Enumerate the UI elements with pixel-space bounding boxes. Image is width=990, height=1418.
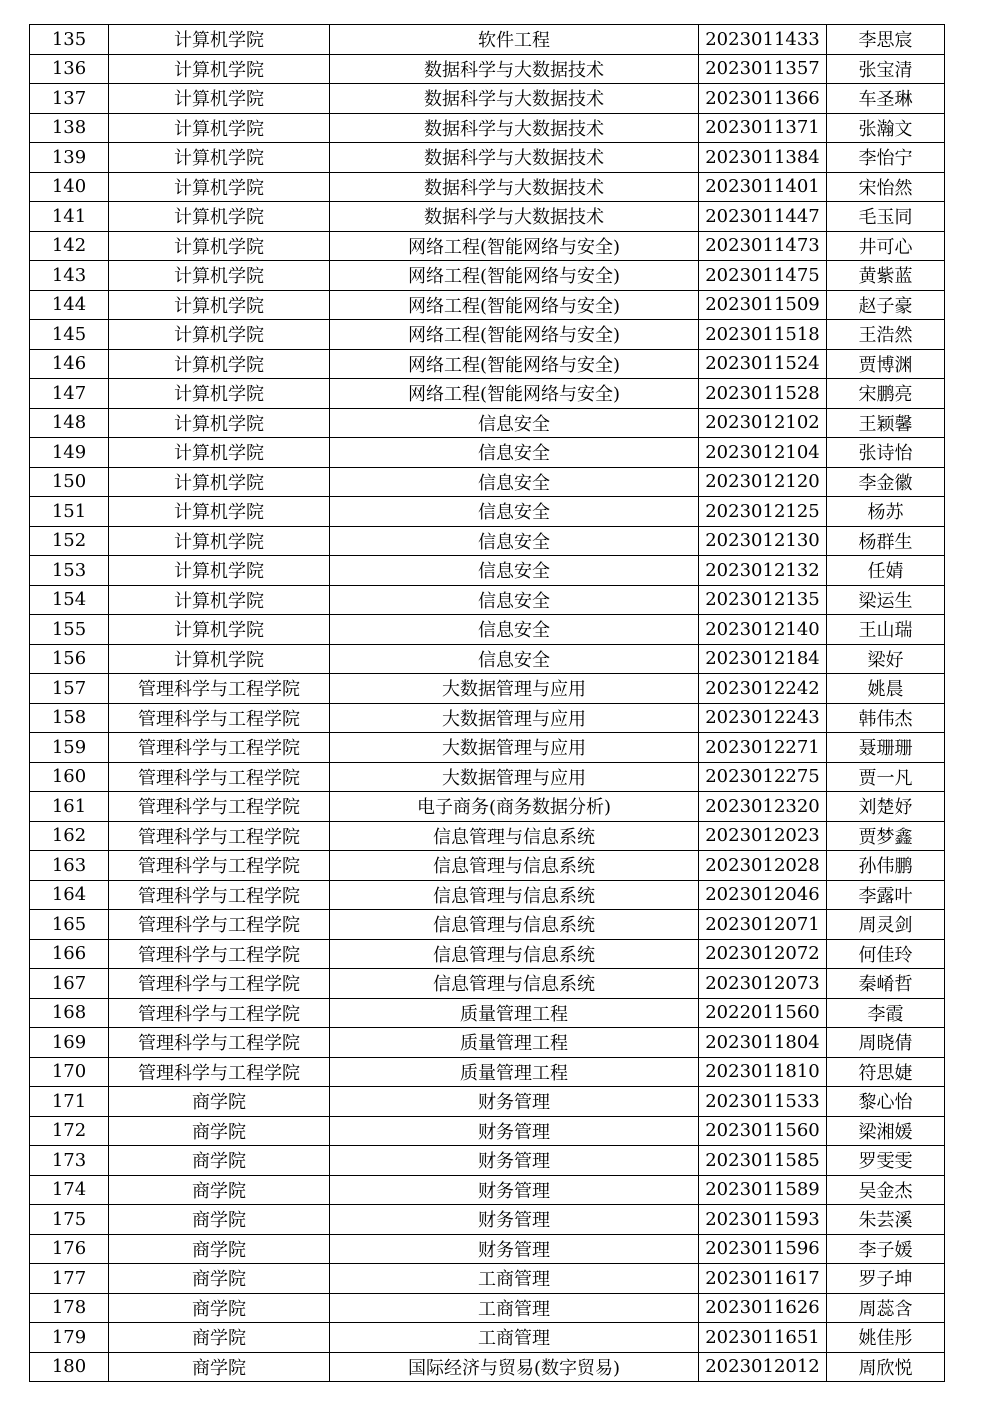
college-cell: 管理科学与工程学院 [109, 880, 330, 910]
student-name-cell: 符思婕 [827, 1057, 945, 1087]
table-row [30, 261, 945, 291]
major-cell: 数据科学与大数据技术 [330, 113, 699, 143]
major-cell: 信息管理与信息系统 [330, 821, 699, 851]
table-row [30, 1293, 945, 1323]
major-cell: 大数据管理与应用 [330, 674, 699, 704]
table-row [30, 644, 945, 674]
student-name-cell: 何佳玲 [827, 939, 945, 969]
student-name-cell: 李霞 [827, 998, 945, 1028]
student-id-cell: 2023011528 [699, 379, 827, 409]
row-number-cell: 178 [30, 1293, 109, 1323]
row-number-cell: 141 [30, 202, 109, 232]
row-number-cell: 139 [30, 143, 109, 173]
college-cell: 计算机学院 [109, 290, 330, 320]
row-number-cell: 159 [30, 733, 109, 763]
college-cell: 商学院 [109, 1234, 330, 1264]
college-cell: 计算机学院 [109, 202, 330, 232]
major-cell: 信息安全 [330, 467, 699, 497]
college-cell: 商学院 [109, 1352, 330, 1382]
table-row [30, 910, 945, 940]
table-row [30, 1205, 945, 1235]
student-id-cell: 2023011433 [699, 25, 827, 55]
college-cell: 管理科学与工程学院 [109, 792, 330, 822]
student-name-cell: 王颖馨 [827, 408, 945, 438]
major-cell: 信息管理与信息系统 [330, 969, 699, 999]
major-cell: 网络工程(智能网络与安全) [330, 349, 699, 379]
student-name-cell: 张宝清 [827, 54, 945, 84]
major-cell: 数据科学与大数据技术 [330, 143, 699, 173]
major-cell: 信息管理与信息系统 [330, 910, 699, 940]
college-cell: 管理科学与工程学院 [109, 910, 330, 940]
college-cell: 管理科学与工程学院 [109, 998, 330, 1028]
table-row [30, 792, 945, 822]
row-number-cell: 166 [30, 939, 109, 969]
row-number-cell: 174 [30, 1175, 109, 1205]
college-cell: 管理科学与工程学院 [109, 1057, 330, 1087]
table-row [30, 467, 945, 497]
student-name-cell: 姚佳彤 [827, 1323, 945, 1353]
table-row [30, 438, 945, 468]
row-number-cell: 152 [30, 526, 109, 556]
major-cell: 信息安全 [330, 497, 699, 527]
row-number-cell: 173 [30, 1146, 109, 1176]
student-name-cell: 梁运生 [827, 585, 945, 615]
row-number-cell: 155 [30, 615, 109, 645]
student-table-body [30, 25, 945, 1382]
college-cell: 管理科学与工程学院 [109, 821, 330, 851]
student-id-cell: 2023012120 [699, 467, 827, 497]
major-cell: 信息安全 [330, 644, 699, 674]
student-name-cell: 王浩然 [827, 320, 945, 350]
student-id-cell: 2023011509 [699, 290, 827, 320]
college-cell: 计算机学院 [109, 84, 330, 114]
student-name-cell: 罗子坤 [827, 1264, 945, 1294]
student-id-cell: 2023011810 [699, 1057, 827, 1087]
row-number-cell: 140 [30, 172, 109, 202]
row-number-cell: 167 [30, 969, 109, 999]
row-number-cell: 157 [30, 674, 109, 704]
student-name-cell: 黎心怡 [827, 1087, 945, 1117]
major-cell: 数据科学与大数据技术 [330, 84, 699, 114]
table-row [30, 703, 945, 733]
student-name-cell: 宋鹏亮 [827, 379, 945, 409]
college-cell: 商学院 [109, 1264, 330, 1294]
row-number-cell: 149 [30, 438, 109, 468]
college-cell: 计算机学院 [109, 438, 330, 468]
student-id-cell: 2023011401 [699, 172, 827, 202]
student-name-cell: 姚晨 [827, 674, 945, 704]
student-id-cell: 2023011473 [699, 231, 827, 261]
college-cell: 计算机学院 [109, 25, 330, 55]
student-id-cell: 2023012320 [699, 792, 827, 822]
college-cell: 商学院 [109, 1116, 330, 1146]
student-id-cell: 2023011585 [699, 1146, 827, 1176]
college-cell: 商学院 [109, 1087, 330, 1117]
college-cell: 计算机学院 [109, 143, 330, 173]
table-row [30, 231, 945, 261]
college-cell: 管理科学与工程学院 [109, 674, 330, 704]
major-cell: 财务管理 [330, 1146, 699, 1176]
major-cell: 网络工程(智能网络与安全) [330, 231, 699, 261]
college-cell: 管理科学与工程学院 [109, 1028, 330, 1058]
college-cell: 商学院 [109, 1205, 330, 1235]
row-number-cell: 171 [30, 1087, 109, 1117]
student-id-cell: 2023012132 [699, 556, 827, 586]
student-id-cell: 2023011384 [699, 143, 827, 173]
student-name-cell: 张诗怡 [827, 438, 945, 468]
student-name-cell: 周蕊含 [827, 1293, 945, 1323]
row-number-cell: 136 [30, 54, 109, 84]
major-cell: 大数据管理与应用 [330, 733, 699, 763]
table-row [30, 1352, 945, 1382]
student-name-cell: 宋怡然 [827, 172, 945, 202]
row-number-cell: 161 [30, 792, 109, 822]
major-cell: 信息安全 [330, 526, 699, 556]
table-row [30, 1234, 945, 1264]
college-cell: 计算机学院 [109, 261, 330, 291]
row-number-cell: 170 [30, 1057, 109, 1087]
table-row [30, 379, 945, 409]
major-cell: 网络工程(智能网络与安全) [330, 261, 699, 291]
college-cell: 管理科学与工程学院 [109, 969, 330, 999]
student-id-cell: 2023011593 [699, 1205, 827, 1235]
row-number-cell: 158 [30, 703, 109, 733]
student-name-cell: 赵子豪 [827, 290, 945, 320]
table-row [30, 25, 945, 55]
college-cell: 计算机学院 [109, 585, 330, 615]
table-row [30, 113, 945, 143]
major-cell: 网络工程(智能网络与安全) [330, 320, 699, 350]
student-id-cell: 2023012275 [699, 762, 827, 792]
row-number-cell: 142 [30, 231, 109, 261]
table-row [30, 880, 945, 910]
major-cell: 工商管理 [330, 1293, 699, 1323]
student-name-cell: 梁湘媛 [827, 1116, 945, 1146]
major-cell: 财务管理 [330, 1087, 699, 1117]
table-row [30, 349, 945, 379]
college-cell: 商学院 [109, 1146, 330, 1176]
table-row [30, 1175, 945, 1205]
student-id-cell: 2023012071 [699, 910, 827, 940]
student-name-cell: 梁好 [827, 644, 945, 674]
college-cell: 计算机学院 [109, 408, 330, 438]
row-number-cell: 143 [30, 261, 109, 291]
student-id-cell: 2023011626 [699, 1293, 827, 1323]
student-id-cell: 2023012184 [699, 644, 827, 674]
table-row [30, 939, 945, 969]
row-number-cell: 153 [30, 556, 109, 586]
major-cell: 质量管理工程 [330, 1028, 699, 1058]
major-cell: 信息管理与信息系统 [330, 851, 699, 881]
student-name-cell: 朱芸溪 [827, 1205, 945, 1235]
student-id-cell: 2023012104 [699, 438, 827, 468]
table-row [30, 821, 945, 851]
row-number-cell: 154 [30, 585, 109, 615]
college-cell: 商学院 [109, 1323, 330, 1353]
table-row [30, 1116, 945, 1146]
college-cell: 计算机学院 [109, 467, 330, 497]
college-cell: 计算机学院 [109, 615, 330, 645]
major-cell: 信息安全 [330, 408, 699, 438]
student-id-cell: 2023012243 [699, 703, 827, 733]
student-id-cell: 2023011589 [699, 1175, 827, 1205]
student-name-cell: 周灵剑 [827, 910, 945, 940]
college-cell: 管理科学与工程学院 [109, 703, 330, 733]
student-id-cell: 2023011596 [699, 1234, 827, 1264]
student-id-cell: 2023012271 [699, 733, 827, 763]
major-cell: 国际经济与贸易(数字贸易) [330, 1352, 699, 1382]
table-row [30, 851, 945, 881]
row-number-cell: 150 [30, 467, 109, 497]
student-name-cell: 韩伟杰 [827, 703, 945, 733]
major-cell: 网络工程(智能网络与安全) [330, 290, 699, 320]
major-cell: 信息管理与信息系统 [330, 939, 699, 969]
major-cell: 信息管理与信息系统 [330, 880, 699, 910]
major-cell: 软件工程 [330, 25, 699, 55]
row-number-cell: 148 [30, 408, 109, 438]
major-cell: 财务管理 [330, 1116, 699, 1146]
row-number-cell: 138 [30, 113, 109, 143]
student-list-sheet [29, 24, 945, 1382]
student-name-cell: 刘楚妤 [827, 792, 945, 822]
row-number-cell: 164 [30, 880, 109, 910]
student-id-cell: 2023011804 [699, 1028, 827, 1058]
college-cell: 商学院 [109, 1293, 330, 1323]
student-name-cell: 毛玉同 [827, 202, 945, 232]
table-row [30, 733, 945, 763]
table-row [30, 762, 945, 792]
student-id-cell: 2023011560 [699, 1116, 827, 1146]
college-cell: 计算机学院 [109, 526, 330, 556]
row-number-cell: 176 [30, 1234, 109, 1264]
student-id-cell: 2023011366 [699, 84, 827, 114]
student-name-cell: 吴金杰 [827, 1175, 945, 1205]
major-cell: 数据科学与大数据技术 [330, 202, 699, 232]
row-number-cell: 147 [30, 379, 109, 409]
college-cell: 计算机学院 [109, 113, 330, 143]
table-row [30, 1146, 945, 1176]
major-cell: 工商管理 [330, 1323, 699, 1353]
table-row [30, 408, 945, 438]
row-number-cell: 151 [30, 497, 109, 527]
row-number-cell: 168 [30, 998, 109, 1028]
table-row [30, 674, 945, 704]
row-number-cell: 177 [30, 1264, 109, 1294]
student-id-cell: 2023011524 [699, 349, 827, 379]
major-cell: 电子商务(商务数据分析) [330, 792, 699, 822]
row-number-cell: 172 [30, 1116, 109, 1146]
student-id-cell: 2023012028 [699, 851, 827, 881]
row-number-cell: 146 [30, 349, 109, 379]
major-cell: 信息安全 [330, 438, 699, 468]
college-cell: 管理科学与工程学院 [109, 939, 330, 969]
student-id-cell: 2023011475 [699, 261, 827, 291]
student-id-cell: 2023011447 [699, 202, 827, 232]
college-cell: 计算机学院 [109, 556, 330, 586]
student-name-cell: 车圣琳 [827, 84, 945, 114]
college-cell: 计算机学院 [109, 379, 330, 409]
student-name-cell: 孙伟鹏 [827, 851, 945, 881]
major-cell: 质量管理工程 [330, 1057, 699, 1087]
major-cell: 数据科学与大数据技术 [330, 54, 699, 84]
student-id-cell: 2023012130 [699, 526, 827, 556]
student-name-cell: 王山瑞 [827, 615, 945, 645]
row-number-cell: 144 [30, 290, 109, 320]
student-name-cell: 李思宸 [827, 25, 945, 55]
student-name-cell: 贾梦鑫 [827, 821, 945, 851]
student-id-cell: 2023012102 [699, 408, 827, 438]
row-number-cell: 169 [30, 1028, 109, 1058]
major-cell: 财务管理 [330, 1175, 699, 1205]
table-row [30, 1028, 945, 1058]
table-row [30, 526, 945, 556]
student-id-cell: 2023012073 [699, 969, 827, 999]
college-cell: 计算机学院 [109, 231, 330, 261]
college-cell: 计算机学院 [109, 54, 330, 84]
table-row [30, 1264, 945, 1294]
row-number-cell: 156 [30, 644, 109, 674]
major-cell: 信息安全 [330, 585, 699, 615]
table-row [30, 998, 945, 1028]
student-name-cell: 周欣悦 [827, 1352, 945, 1382]
student-name-cell: 李露叶 [827, 880, 945, 910]
table-row [30, 290, 945, 320]
student-id-cell: 2023011371 [699, 113, 827, 143]
student-id-cell: 2023011651 [699, 1323, 827, 1353]
student-id-cell: 2023012242 [699, 674, 827, 704]
student-id-cell: 2023012046 [699, 880, 827, 910]
major-cell: 信息安全 [330, 615, 699, 645]
student-name-cell: 秦崤哲 [827, 969, 945, 999]
student-table [29, 24, 945, 1382]
major-cell: 数据科学与大数据技术 [330, 172, 699, 202]
student-id-cell: 2023012125 [699, 497, 827, 527]
table-row [30, 84, 945, 114]
student-id-cell: 2022011560 [699, 998, 827, 1028]
row-number-cell: 160 [30, 762, 109, 792]
student-name-cell: 李金徽 [827, 467, 945, 497]
major-cell: 信息安全 [330, 556, 699, 586]
college-cell: 计算机学院 [109, 349, 330, 379]
student-name-cell: 张瀚文 [827, 113, 945, 143]
student-id-cell: 2023012012 [699, 1352, 827, 1382]
student-name-cell: 黄紫蓝 [827, 261, 945, 291]
table-row [30, 202, 945, 232]
table-row [30, 556, 945, 586]
major-cell: 工商管理 [330, 1264, 699, 1294]
table-row [30, 172, 945, 202]
table-row [30, 54, 945, 84]
table-row [30, 1323, 945, 1353]
table-row [30, 615, 945, 645]
student-name-cell: 任婧 [827, 556, 945, 586]
major-cell: 财务管理 [330, 1234, 699, 1264]
major-cell: 网络工程(智能网络与安全) [330, 379, 699, 409]
student-id-cell: 2023012140 [699, 615, 827, 645]
row-number-cell: 175 [30, 1205, 109, 1235]
student-name-cell: 周晓倩 [827, 1028, 945, 1058]
student-name-cell: 贾博渊 [827, 349, 945, 379]
table-row [30, 497, 945, 527]
college-cell: 计算机学院 [109, 644, 330, 674]
student-name-cell: 杨群生 [827, 526, 945, 556]
student-name-cell: 贾一凡 [827, 762, 945, 792]
college-cell: 计算机学院 [109, 497, 330, 527]
row-number-cell: 180 [30, 1352, 109, 1382]
table-row [30, 1057, 945, 1087]
table-row [30, 585, 945, 615]
college-cell: 计算机学院 [109, 172, 330, 202]
college-cell: 管理科学与工程学院 [109, 733, 330, 763]
row-number-cell: 179 [30, 1323, 109, 1353]
student-id-cell: 2023011617 [699, 1264, 827, 1294]
student-id-cell: 2023012023 [699, 821, 827, 851]
student-name-cell: 罗雯雯 [827, 1146, 945, 1176]
row-number-cell: 163 [30, 851, 109, 881]
row-number-cell: 162 [30, 821, 109, 851]
table-row [30, 969, 945, 999]
student-name-cell: 聂珊珊 [827, 733, 945, 763]
table-row [30, 1087, 945, 1117]
student-id-cell: 2023011357 [699, 54, 827, 84]
row-number-cell: 137 [30, 84, 109, 114]
student-id-cell: 2023012072 [699, 939, 827, 969]
major-cell: 大数据管理与应用 [330, 762, 699, 792]
student-name-cell: 李怡宁 [827, 143, 945, 173]
row-number-cell: 165 [30, 910, 109, 940]
college-cell: 计算机学院 [109, 320, 330, 350]
major-cell: 财务管理 [330, 1205, 699, 1235]
college-cell: 管理科学与工程学院 [109, 851, 330, 881]
major-cell: 大数据管理与应用 [330, 703, 699, 733]
college-cell: 管理科学与工程学院 [109, 762, 330, 792]
student-name-cell: 李子媛 [827, 1234, 945, 1264]
student-id-cell: 2023011533 [699, 1087, 827, 1117]
student-name-cell: 井可心 [827, 231, 945, 261]
table-row [30, 143, 945, 173]
row-number-cell: 145 [30, 320, 109, 350]
table-row [30, 320, 945, 350]
major-cell: 质量管理工程 [330, 998, 699, 1028]
college-cell: 商学院 [109, 1175, 330, 1205]
student-id-cell: 2023012135 [699, 585, 827, 615]
row-number-cell: 135 [30, 25, 109, 55]
student-id-cell: 2023011518 [699, 320, 827, 350]
student-name-cell: 杨苏 [827, 497, 945, 527]
